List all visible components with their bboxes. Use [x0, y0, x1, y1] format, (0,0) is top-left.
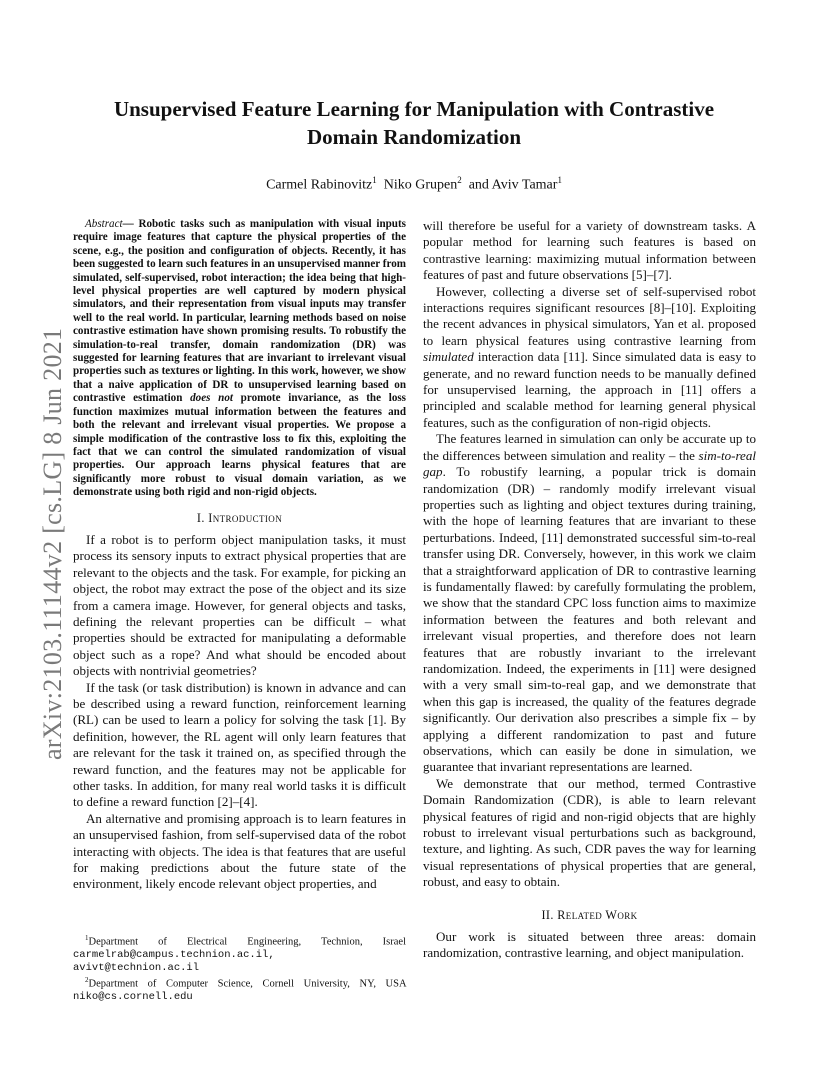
footnote	[73, 932, 406, 974]
paragraph: Our work is situated between three areas: domain randomization, contrastive learning, and object manipulation.	[423, 929, 756, 961]
paper-title: Unsupervised Feature Learning for Manipulation with Contrastive Domain Randomization	[113, 97, 715, 149]
author-affiliation-mark: 1	[557, 175, 562, 185]
footnote-email: carmelrab@campus.technion.ac.il, avivt@technion.ac.il	[73, 949, 275, 974]
footnote-text: Department of Electrical Engineering, Technion, Israel	[88, 936, 406, 948]
paragraph-text: . To robustify learning, a popular trick is domain randomization (DR) – randomly modify irrelevant visual properties such as lighting and object textures during training, with the hope of learning features that are invariant to these perturbations. Indeed, [11] demonstrated successful sim-to-real transfer using DR. Conversely, however, in this work we claim that a straightforward application of DR to contrastive learning is fundamentally flawed: by carefully formulating the problem, we show that the standard CPC loss function aims to maximize information between the features and both relevant and irrelevant visual properties, and therefore does not learn features that are robustly invariant to the irrelevant randomization. Indeed, the experiments in [11] were designed with a very small sim-to-real gap, and we demonstrate that when this gap is increased, the quality of the features degrade significantly. Our derivation also prescribes a simple fix – by applying a different randomization to past and future observations, which can easily be done in simulation, we guarantee that invariant representations are learned.	[423, 464, 756, 775]
paragraph	[423, 284, 756, 432]
footnote-text: Department of Computer Science, Cornell University, NY, USA	[88, 978, 406, 990]
paragraph: will therefore be useful for a variety of downstream tasks. A popular method for learning such features is based on contrastive learning: maximizing mutual information between features of past and future observations [5]–[7].	[423, 218, 756, 283]
author-list	[80, 170, 748, 196]
arxiv-sidebar	[18, 300, 67, 760]
section-title: Introduction	[208, 510, 283, 525]
author-name: Aviv Tamar	[491, 177, 558, 193]
paragraph: An alternative and promising approach is to learn features in an unsupervised fashion, from self-supervised data of the robot interacting with objects. The idea is that features that are useful for making predictions about the future state of the environment, likely encode relevant object properties, and	[73, 810, 406, 892]
paragraph: If the task (or task distribution) is known in advance and can be described using a reward function, reinforcement learning (RL) can be used to learn a policy for solving the task [1]. By definition, however, the RL agent will only learn features that are relevant for the task it trained on, as specified through the reward function, and the features may not be applicable for other tasks. In addition, for many real world tasks it is difficult to define a reward function [2]–[4].	[73, 679, 406, 810]
section-title: Related Work	[557, 907, 638, 922]
abstract-text: Robotic tasks such as manipulation with visual inputs require image features that capture the physical properties of the scene, e.g., the position and configuration of objects. Recently, it has been suggested to learn such features in an unsupervised manner from simulated, self-supervised, robot interaction; the idea being that high-level physical properties are well captured by modern physical simulators, and their representation from visual inputs may transfer well to the real world. In particular, learning methods based on noise contrastive estimation have shown promising results. To robustify the simulation-to-real transfer, domain randomization (DR) was suggested for learning features that are invariant to irrelevant visual properties such as textures or lighting. In this work, however, we show that a naive application of DR to unsupervised learning based on contrastive estimation	[73, 218, 406, 405]
left-column	[73, 218, 406, 893]
footnote-mark: 2	[85, 976, 89, 985]
paragraph-emphasis: simulated	[423, 349, 474, 365]
author-name: Carmel Rabinovitz	[266, 177, 373, 193]
author-name: Niko Grupen	[383, 177, 458, 193]
abstract	[73, 218, 406, 500]
section-number: I.	[196, 510, 209, 525]
abstract-emphasis: does not	[190, 392, 233, 405]
paragraph-text: interaction data [11]. Since simulated data is easy to generate, and no reward function needs to be manually defined for unsupervised learning, the approach in [11] offers a principled and scalable method for learning general physical features, such as the configuration of non-rigid objects.	[423, 349, 756, 430]
author-conjunction: and	[468, 177, 489, 193]
paragraph-emphasis: sim-to-real gap	[423, 447, 756, 480]
author-affiliation-mark: 1	[372, 175, 377, 185]
paragraph: We demonstrate that our method, termed Contrastive Domain Randomization (CDR), is able to learn relevant physical features of rigid and non-rigid objects that are highly robust to irrelevant visual perturbations such as background, texture, and lighting. As such, CDR paves the way for learning visual representations of physical properties that are general, robust, and easy to obtain.	[423, 775, 756, 890]
abstract-dash: —	[122, 218, 139, 230]
author-affiliation-mark: 2	[457, 175, 462, 185]
arxiv-identifier: arXiv:2103.11144v2 [cs.LG] 8 Jun 2021	[38, 327, 67, 760]
section-heading-introduction	[73, 510, 406, 526]
section-heading-related-work	[423, 907, 756, 923]
paragraph-text: However, collecting a diverse set of self-supervised robot interactions requires significant resources [8]–[10]. Exploiting the recent advances in physical simulators, Yan et al. proposed to learn physical features using contrastive learning from	[423, 283, 756, 348]
paragraph	[423, 431, 756, 776]
right-column	[423, 218, 756, 962]
footnote	[73, 974, 406, 1004]
abstract-text: promote invariance, as the loss function maximizes mutual information between the features and both the relevant and irrelevant visual properties. We propose a simple modification of the contrastive loss to fix this, exploiting the fact that we can control the simulated randomization of visual properties. Our approach learns physical features that are significantly more robust to visual domain variation, as we demonstrate using both rigid and non-rigid objects.	[73, 392, 406, 499]
section-number: II.	[541, 907, 558, 922]
footnotes	[73, 932, 406, 1004]
footnote-email: niko@cs.cornell.edu	[73, 991, 193, 1004]
paragraph: If a robot is to perform object manipulation tasks, it must process its sensory inputs to extract physical properties that are relevant to the objects and the task. For example, for picking an object, the robot may extract the pose of the object and its size from a camera image. However, for general objects and tasks, defining the relevant properties can be difficult – what properties should be extracted for manipulating a deformable object such as a rope? And what should be encoded about objects with nontrivial geometries?	[73, 531, 406, 679]
abstract-label: Abstract	[85, 218, 123, 230]
footnote-mark: 1	[85, 934, 89, 942]
paragraph-text: The features learned in simulation can only be accurate up to the differences between simulation and reality – the	[423, 431, 756, 463]
